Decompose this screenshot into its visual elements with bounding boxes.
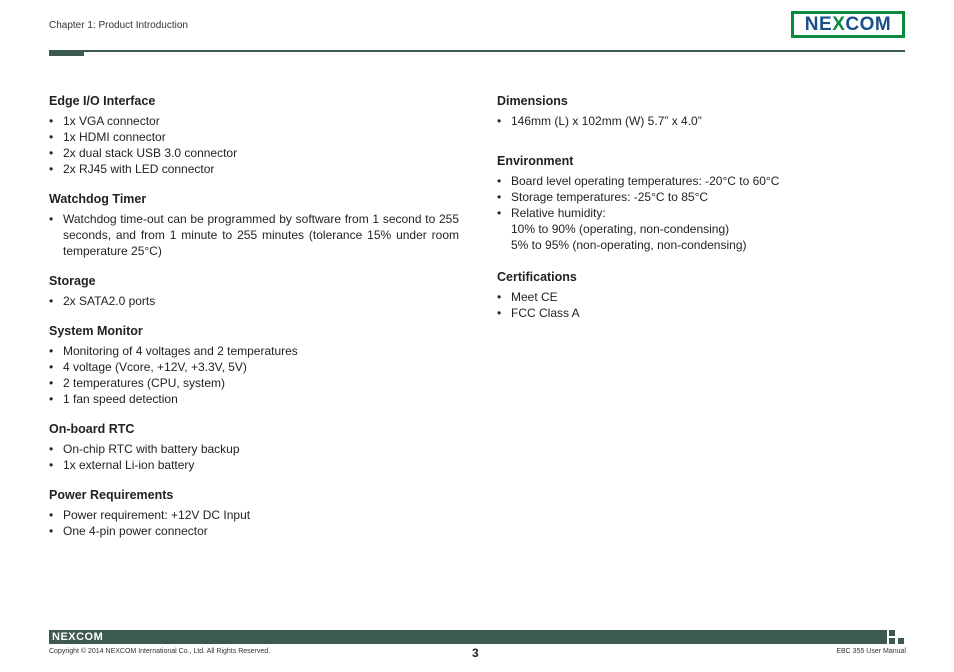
page-number: 3 — [472, 646, 479, 660]
footer-logo: NEXCOM — [52, 631, 104, 643]
logo-x: X — [832, 14, 846, 35]
list-item: • 1x VGA connector — [49, 114, 160, 128]
section-dimensions — [497, 93, 907, 129]
list-item: • Monitoring of 4 voltages and 2 temperatures — [49, 344, 298, 358]
list-item: • Relative humidity: 10% to 90% (operating, non-condensing) 5% to 95% (non-operating, non-condensing) — [497, 205, 907, 253]
right-column — [497, 93, 907, 335]
section-title: On-board RTC — [49, 422, 135, 436]
list-item: • 4 voltage (Vcore, +12V, +3.3V, 5V) — [49, 360, 247, 374]
footer-square-decoration — [898, 638, 904, 644]
list-item: • Power requirement: +12V DC Input — [49, 508, 251, 522]
header-rule — [49, 50, 905, 52]
section-watchdog — [49, 191, 459, 259]
section-title: System Monitor — [49, 324, 143, 338]
list-item: • 2 temperatures (CPU, system) — [49, 376, 226, 390]
list-item: • 1x HDMI connector — [49, 130, 166, 144]
footer-bar — [49, 630, 887, 644]
logo-com: COM — [845, 14, 892, 35]
left-column — [49, 93, 459, 553]
section-title: Power Requirements — [49, 488, 174, 502]
section-edge-io — [49, 93, 459, 177]
list-item: • Storage temperatures: -25°C to 85°C — [497, 190, 709, 204]
list-item: • One 4-pin power connector — [49, 524, 208, 538]
section-title: Storage — [49, 274, 96, 288]
section-power — [49, 487, 459, 539]
logo-ne: NE — [804, 14, 833, 35]
section-title: Watchdog Timer — [49, 192, 147, 206]
humidity-non-operating: 5% to 95% (non-operating, non-condensing) — [511, 238, 747, 252]
footer-square-decoration — [889, 638, 895, 644]
section-environment — [497, 153, 907, 253]
manual-title: EBC 355 User Manual — [836, 648, 906, 655]
list-item: • 2x dual stack USB 3.0 connector — [49, 146, 238, 160]
list-item: • 2x RJ45 with LED connector — [49, 162, 215, 176]
list-item: • 1x external Li-ion battery — [49, 458, 195, 472]
list-item: • 146mm (L) x 102mm (W) 5.7” x 4.0” — [497, 114, 702, 128]
list-item: • Watchdog time-out can be programmed by software from 1 second to 255 seconds, and from 1 minute to 255 minutes (tolerance 15% under room temperature 25°C) — [49, 212, 459, 258]
list-item: • On-chip RTC with battery backup — [49, 442, 240, 456]
section-certifications — [497, 269, 907, 321]
section-system-monitor — [49, 323, 459, 407]
footer-square-decoration — [889, 630, 895, 636]
section-storage — [49, 273, 459, 309]
section-rtc — [49, 421, 459, 473]
nexcom-logo — [791, 11, 905, 38]
section-title: Certifications — [497, 270, 577, 284]
list-item: • Meet CE — [497, 290, 558, 304]
header-tab — [49, 50, 84, 56]
list-item: • 2x SATA2.0 ports — [49, 294, 156, 308]
section-title: Dimensions — [497, 94, 568, 108]
humidity-operating: 10% to 90% (operating, non-condensing) — [511, 222, 730, 236]
list-item: • 1 fan speed detection — [49, 392, 178, 406]
section-title: Edge I/O Interface — [49, 94, 156, 108]
copyright-text: Copyright © 2014 NEXCOM International Co., Ltd. All Rights Reserved. — [49, 648, 271, 655]
section-title: Environment — [497, 154, 574, 168]
chapter-title: Chapter 1: Product Introduction — [49, 20, 188, 31]
list-item: • FCC Class A — [497, 306, 580, 320]
logo-wordmark — [794, 14, 902, 35]
list-item: • Board level operating temperatures: -20°C to 60°C — [497, 174, 780, 188]
